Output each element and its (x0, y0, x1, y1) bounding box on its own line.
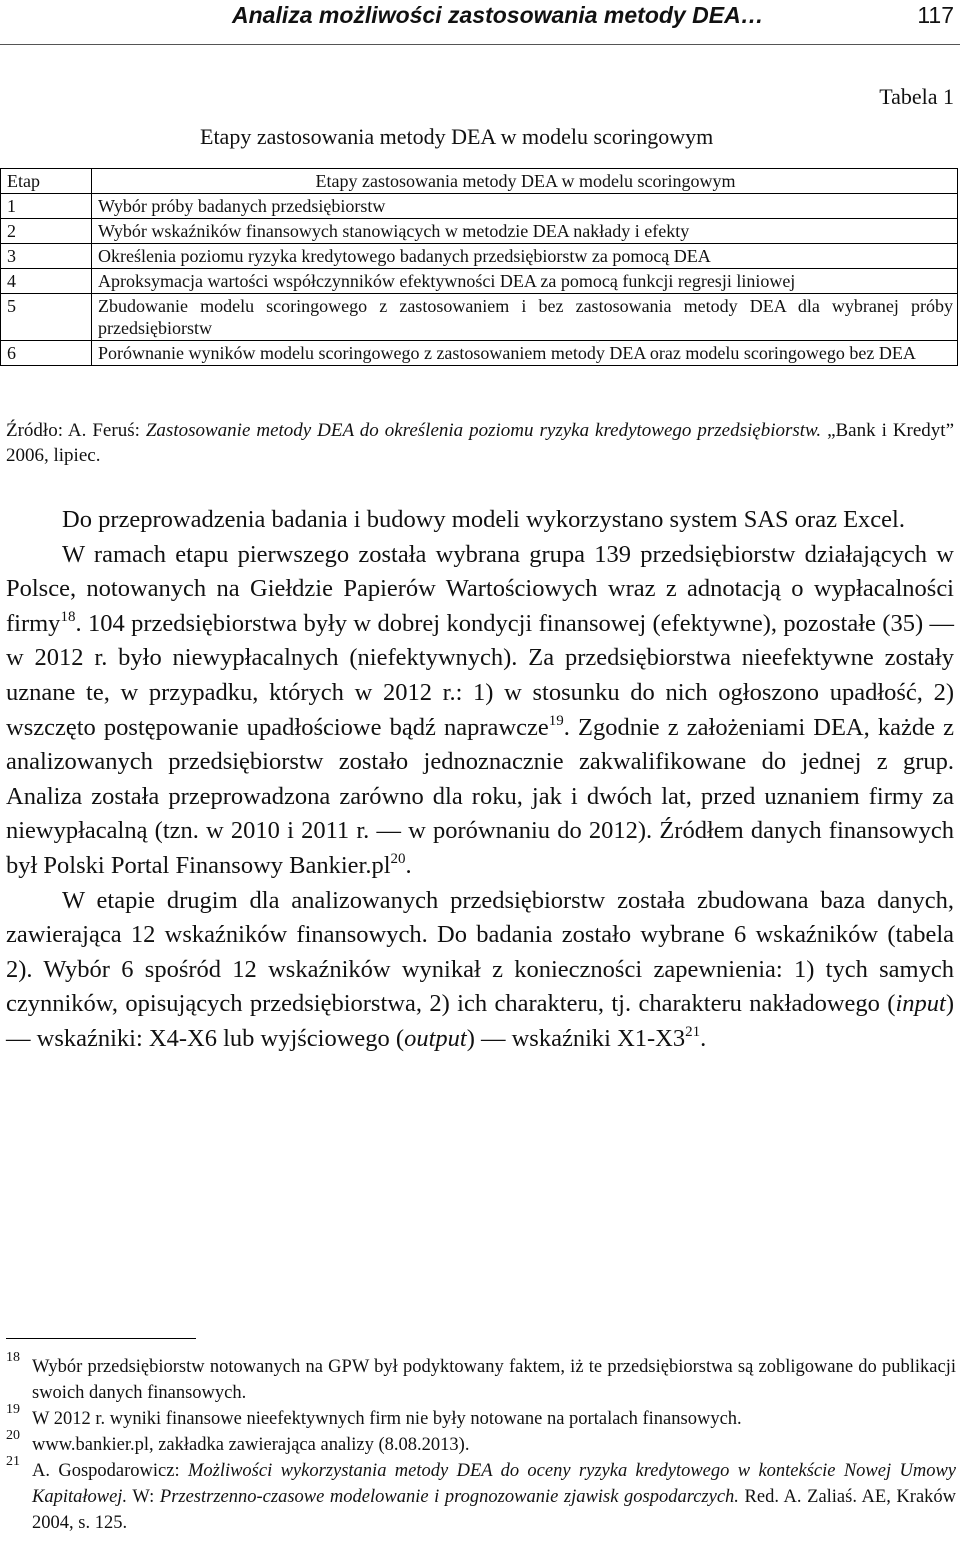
footnote-text: W: (132, 1487, 155, 1507)
stage-number-cell: 5 (1, 294, 92, 341)
footnote-title: Możliwości wykorzystania metody DEA do oceny ryzyka kredytowego w kontekście Nowej Umowy Kapitałowej. (32, 1461, 957, 1507)
table-row (1, 341, 958, 366)
source-author: A. Feruś: (67, 420, 140, 441)
stage-number-cell: 6 (1, 341, 92, 366)
footnote-text: Wybór przedsiębiorstw notowanych na GPW był podyktowany faktem, iż te przedsiębiorstwa są zobligowane do publikacji swoich danych finansowych. (32, 1357, 956, 1403)
paragraph-text: . 104 przedsiębiorstwa były w dobrej kondycji finansowej (efektywne), pozostałe (35) — w 2012 r. było niewypłacalnych (niefektywnych). Za przedsiębiorstwa nieefektywne zostały uznane te, w przypadku, których w 2012 r.: 1) w stosunku do nich ogłoszono upadłość, 2) wszczęto postępowanie upadłościowe bądź naprawcze (6, 609, 954, 741)
page-number: 117 (917, 2, 954, 28)
header-cell-stage: Etap (1, 169, 92, 194)
paragraph-text: . Zgodnie z założeniami DEA, każde z analizowanych przedsiębiorstw zostało jednoznacznie zakwalifikowane do jednej z grup. Analiza została przeprowadzona zarówno dla roku, jak i dwóch lat, przed uznaniem firmy za niewypłacalną (tzn. w 2010 i 2011 r. — w porównaniu do 2012). Źródłem danych finansowych był Polski Portal Finansowy Bankier.pl (6, 713, 955, 879)
footnote-ref: 19 (548, 712, 564, 729)
footnote (6, 1428, 956, 1458)
footnote (6, 1454, 957, 1536)
footnote-separator (6, 1338, 196, 1339)
footnote-text: Red. A. Zaliaś. AE, Kraków 2004, s. 125. (32, 1487, 957, 1533)
stage-description-cell: Wybór próby badanych przedsiębiorstw (92, 194, 958, 219)
paragraph (6, 884, 954, 1057)
footnote-number: 20 (6, 1428, 20, 1443)
paragraph-text: W etapie drugim dla analizowanych przedsiębiorstw została zbudowana baza danych, zawierająca 12 wskaźników finansowych. Do badania zostało wybrane 6 wskaźników (tabela 2). Wybór 6 spośród 12 wskaźników wynikał z konieczności zapewnienia: 1) tych samych czynników, opisujących przedsiębiorstwa, 2) ich charakteru, tj. charakteru nakładowego ( (6, 886, 954, 1018)
footnote-text: www.bankier.pl, zakładka zawierająca analizy (8.08.2013). (32, 1435, 470, 1455)
footnote (6, 1350, 956, 1406)
footnote-title: Przestrzenno-czasowe modelowanie i prognozowanie zjawisk gospodarczych. (159, 1487, 739, 1507)
footnote-author: A. Gospodarowicz: (32, 1461, 180, 1481)
table-row (1, 194, 958, 219)
stage-number-cell: 2 (1, 219, 92, 244)
source-publication: „Bank i Kredyt” 2006, lipiec. (6, 420, 955, 466)
paragraph-text: W ramach etapu pierwszego została wybrana grupa 139 przedsiębiorstw działających w Polsce, notowanych na Giełdzie Papierów Wartościowych wraz z adnotacją o wypłacalności firmy (6, 540, 954, 637)
stage-number-cell: 4 (1, 269, 92, 294)
source-label: Źródło: (6, 420, 63, 441)
footnote-number: 18 (6, 1350, 20, 1365)
paragraph (6, 538, 954, 884)
stage-description-cell: Wybór wskaźników finansowych stanowiących w metodzie DEA nakłady i efekty (92, 219, 958, 244)
footnote-ref: 18 (60, 608, 76, 625)
source-title: Zastosowanie metody DEA do określenia poziomu ryzyka kredytowego przedsiębiorstw. (145, 420, 822, 441)
stage-description-cell: Porównanie wyników modelu scoringowego z zastosowaniem metody DEA oraz modelu scoringowego bez DEA (92, 341, 958, 366)
table-row (1, 294, 958, 341)
paragraph-text: ) — wskaźniki: X4-X6 lub wyjściowego ( (6, 990, 954, 1052)
paragraph-text: ) — wskaźniki X1-X3 (466, 1024, 686, 1052)
footnote-ref: 20 (390, 850, 406, 867)
running-header (0, 0, 960, 45)
table-header-row (1, 169, 958, 194)
footnote-ref: 21 (685, 1023, 701, 1040)
stages-table (0, 168, 958, 366)
footnotes (6, 1350, 957, 1536)
footnote (6, 1402, 956, 1432)
paragraph: Do przeprowadzenia badania i budowy modeli wykorzystano system SAS oraz Excel. (62, 506, 905, 533)
stage-number-cell: 3 (1, 244, 92, 269)
header-cell-description: Etapy zastosowania metody DEA w modelu scoringowym (92, 169, 958, 194)
footnote-number: 19 (6, 1402, 20, 1417)
paragraph-text: . (700, 1024, 707, 1052)
stage-description-cell: Określenia poziomu ryzyka kredytowego badanych przedsiębiorstw za pomocą DEA (92, 244, 958, 269)
table-row (1, 269, 958, 294)
stage-description-cell: Zbudowanie modelu scoringowego z zastosowaniem i bez zastosowania metody DEA dla wybranej próby przedsiębiorstw (92, 294, 958, 341)
stage-description-cell: Aproksymacja wartości współczynników efektywności DEA za pomocą funkcji regresji liniowej (92, 269, 958, 294)
running-header-title: Analiza możliwości zastosowania metody DEA… (232, 2, 764, 28)
output-term: output (404, 1024, 467, 1052)
body-text (6, 503, 954, 1057)
footnote-text: W 2012 r. wyniki finansowe nieefektywnych firm nie były notowane na portalach finansowych. (32, 1409, 742, 1429)
table-row (1, 244, 958, 269)
table-source (6, 418, 954, 468)
table-row (1, 219, 958, 244)
paragraph-text: . (405, 851, 412, 879)
input-term: input (895, 990, 946, 1018)
table-caption: Etapy zastosowania metody DEA w modelu scoringowym (200, 124, 714, 149)
stage-number-cell: 1 (1, 194, 92, 219)
table-number: Tabela 1 (879, 84, 954, 109)
footnote-number: 21 (6, 1454, 20, 1469)
